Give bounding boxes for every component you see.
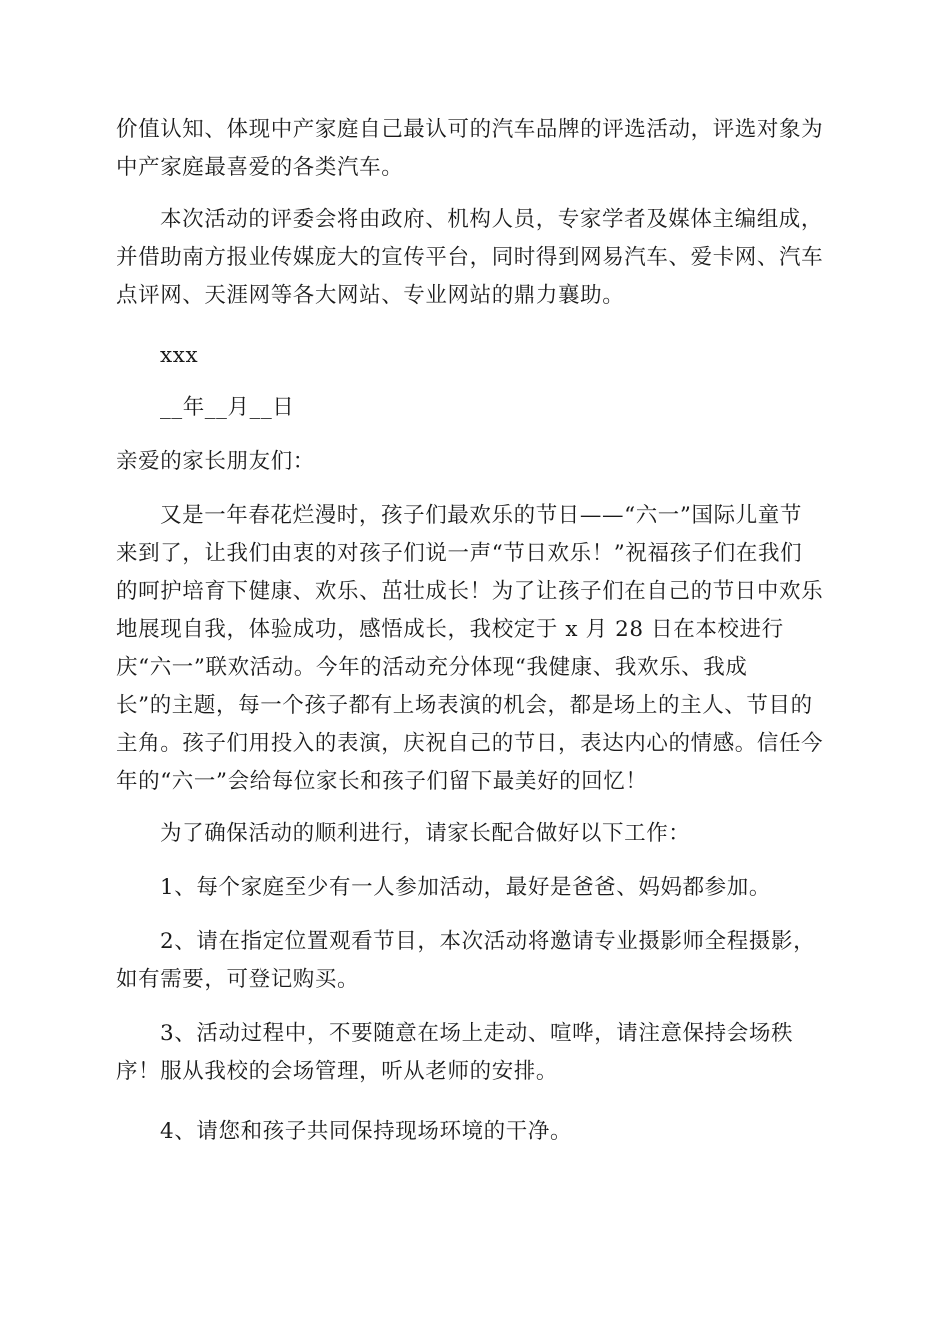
text-line: 点评网、天涯网等各大网站、专业网站的鼎力襄助。 <box>116 283 625 308</box>
list-item: 1、每个家庭至少有一人参加活动，最好是爸爸、妈妈都参加。 <box>160 875 771 900</box>
text-line: 主角。孩子们用投入的表演，庆祝自己的节日，表达内心的情感。信任今 <box>116 731 824 756</box>
salutation: 亲爱的家长朋友们： <box>116 449 315 474</box>
list-item: 2、请在指定位置观看节目，本次活动将邀请专业摄影师全程摄影， <box>160 929 816 954</box>
text-line: 的呵护培育下健康、欢乐、茁壮成长！为了让孩子们在自己的节日中欢乐 <box>116 579 824 604</box>
text-line: 本次活动的评委会将由政府、机构人员，专家学者及媒体主编组成， <box>160 207 824 232</box>
text-line: 长”的主题，每一个孩子都有上场表演的机会，都是场上的主人、节目的 <box>116 693 813 718</box>
text-line: 年的“六一”会给每位家长和孩子们留下最美好的回忆！ <box>116 769 648 794</box>
text-line: 为了确保活动的顺利进行，请家长配合做好以下工作： <box>160 821 691 846</box>
date-line: __年__月__日 <box>160 395 295 420</box>
text-line: 地展现自我，体验成功，感悟成长，我校定于 x 月 28 日在本校进行 <box>116 617 784 642</box>
text-line: 来到了，让我们由衷的对孩子们说一声“节日欢乐！”祝福孩子们在我们 <box>116 541 803 566</box>
text-line: 价值认知、体现中产家庭自己最认可的汽车品牌的评选活动，评选对象为 <box>116 117 824 142</box>
text-line: 并借助南方报业传媒庞大的宣传平台，同时得到网易汽车、爱卡网、汽车 <box>116 245 824 270</box>
list-item: 3、活动过程中，不要随意在场上走动、喧哗，请注意保持会场秩 <box>160 1021 794 1046</box>
signature: xxx <box>160 343 199 368</box>
list-item: 4、请您和孩子共同保持现场环境的干净。 <box>160 1119 573 1144</box>
text-line: 中产家庭最喜爱的各类汽车。 <box>116 155 404 180</box>
text-line: 如有需要，可登记购买。 <box>116 967 360 992</box>
text-line: 又是一年春花烂漫时，孩子们最欢乐的节日——“六一”国际儿童节 <box>160 503 802 528</box>
text-line: 庆“六一”联欢活动。今年的活动充分体现“我健康、我欢乐、我成 <box>116 655 748 680</box>
text-line: 序！服从我校的会场管理，听从老师的安排。 <box>116 1059 559 1084</box>
